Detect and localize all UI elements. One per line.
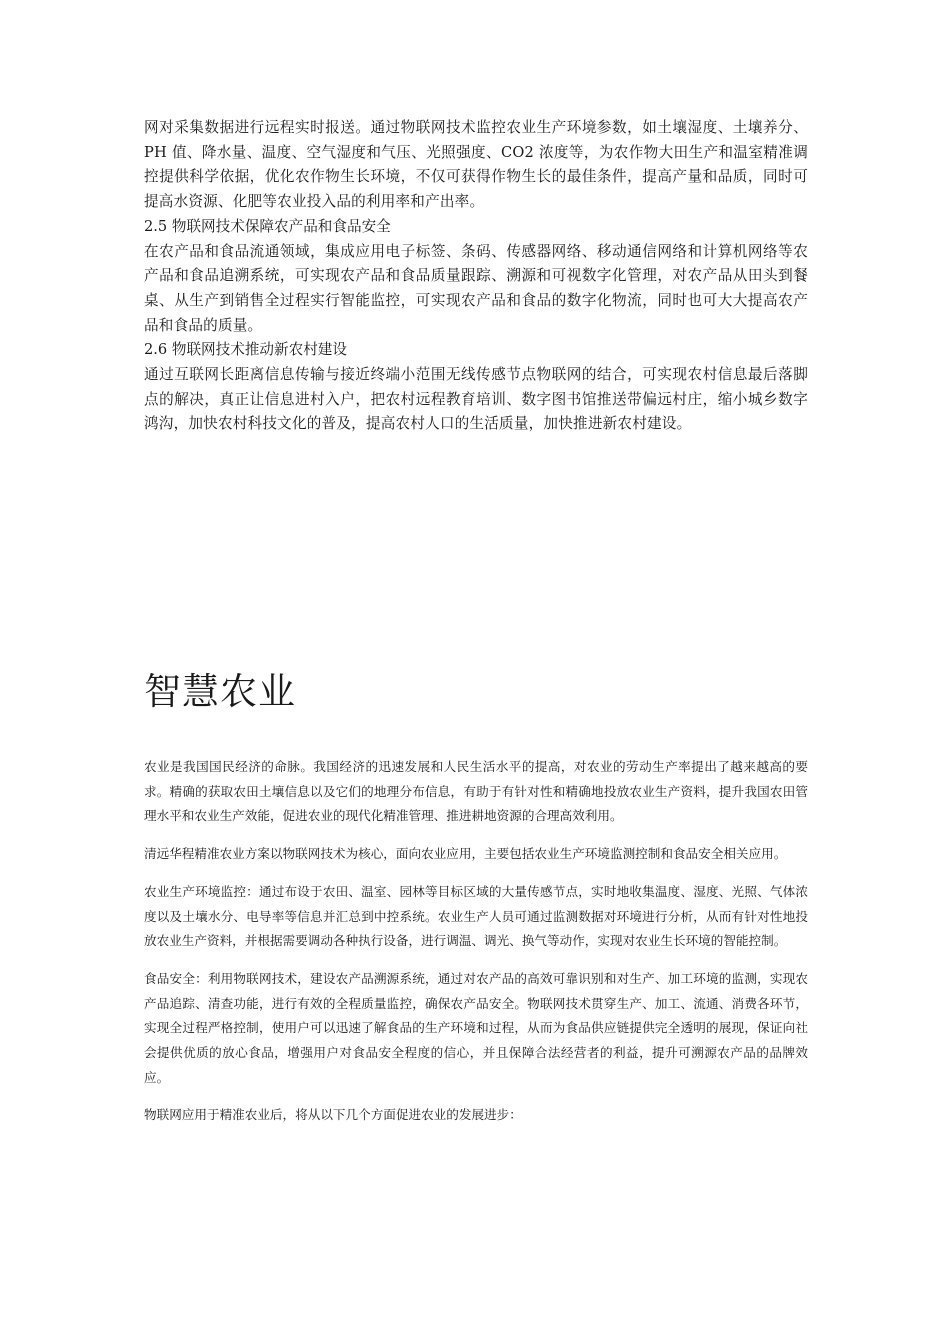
heading-2-6: 2.6 物联网技术推动新农村建设 bbox=[144, 341, 347, 359]
section-title: 智慧农业 bbox=[144, 670, 296, 713]
paragraph-food-safety-traceability: 食品安全：利用物联网技术，建设农产品溯源系统，通过对农产品的高效可靠识别和对生产、加工环境的监测，实现农产品追踪、清查功能，进行有效的全程质量监控，确保农产品安全。物联网技术贯穿生产、加工、流通、消费各环节，实现全过程严格控制，使用户可以迅速了解食品的生产环境和过程，从而为食品供应链提供完全透明的展现，保证向社会提供优质的放心食品，增强用户对食品安全程度的信心，并且保障合法经营者的利益，提升可溯源农产品的品牌效应。 bbox=[144, 970, 808, 1085]
heading-2-5: 2.5 物联网技术保障农产品和食品安全 bbox=[144, 217, 391, 235]
top-section bbox=[144, 116, 808, 437]
paragraph-iot-monitoring: 网对采集数据进行远程实时报送。通过物联网技术监控农业生产环境参数，如土壤湿度、土壤养分、PH 值、降水量、温度、空气湿度和气压、光照强度、CO2 浓度等，为农作物大田生产和温室精准调控提供科学依据，优化农作物生长环境，不仅可获得作物生长的最佳条件，提高产量和品质，同时可提高水资源、化肥等农业投入品的利用率和产出率。 bbox=[144, 119, 808, 211]
paragraph-food-safety: 在农产品和食品流通领域，集成应用电子标签、条码、传感器网络、移动通信网络和计算机网络等农产品和食品追溯系统，可实现农产品和食品质量跟踪、溯源和可视数字化管理，对农产品从田头到餐桌、从生产到销售全过程实行智能监控，可实现农产品和食品的数字化物流，同时也可大大提高农产品和食品的质量。 bbox=[144, 242, 808, 334]
paragraph-new-rural: 通过互联网长距离信息传输与接近终端小范围无线传感节点物联网的结合，可实现农村信息最后落脚点的解决，真正让信息进村入户，把农村远程教育培训、数字图书馆推送带偏远村庄，缩小城乡数字鸿沟，加快农村科技文化的普及，提高农村人口的生活质量，加快推进新农村建设。 bbox=[144, 366, 808, 433]
paragraph-benefits-intro: 物联网应用于精准农业后，将从以下几个方面促进农业的发展进步： bbox=[144, 1107, 522, 1123]
paragraph-agriculture-intro: 农业是我国国民经济的命脉。我国经济的迅速发展和人民生活水平的提高，对农业的劳动生产率提出了越来越高的要求。精确的获取农田土壤信息以及它们的地理分布信息，有助于有针对性和精确地投放农业生产资料，提升我国农田管理水平和农业生产效能，促进农业的现代化精准管理、推进耕地资源的合理高效利用。 bbox=[144, 759, 808, 824]
paragraph-environment-monitoring: 农业生产环境监控：通过布设于农田、温室、园林等目标区域的大量传感节点，实时地收集温度、湿度、光照、气体浓度以及土壤水分、电导率等信息并汇总到中控系统。农业生产人员可通过监测数据对环境进行分析，从而有针对性地投放农业生产资料，并根据需要调动各种执行设备，进行调温、调光、换气等动作，实现对农业生长环境的智能控制。 bbox=[144, 883, 808, 949]
paragraph-solution: 清远华程精准农业方案以物联网技术为核心，面向农业应用，主要包括农业生产环境监测控制和食品安全相关应用。 bbox=[144, 846, 787, 862]
bottom-section bbox=[144, 755, 808, 1141]
